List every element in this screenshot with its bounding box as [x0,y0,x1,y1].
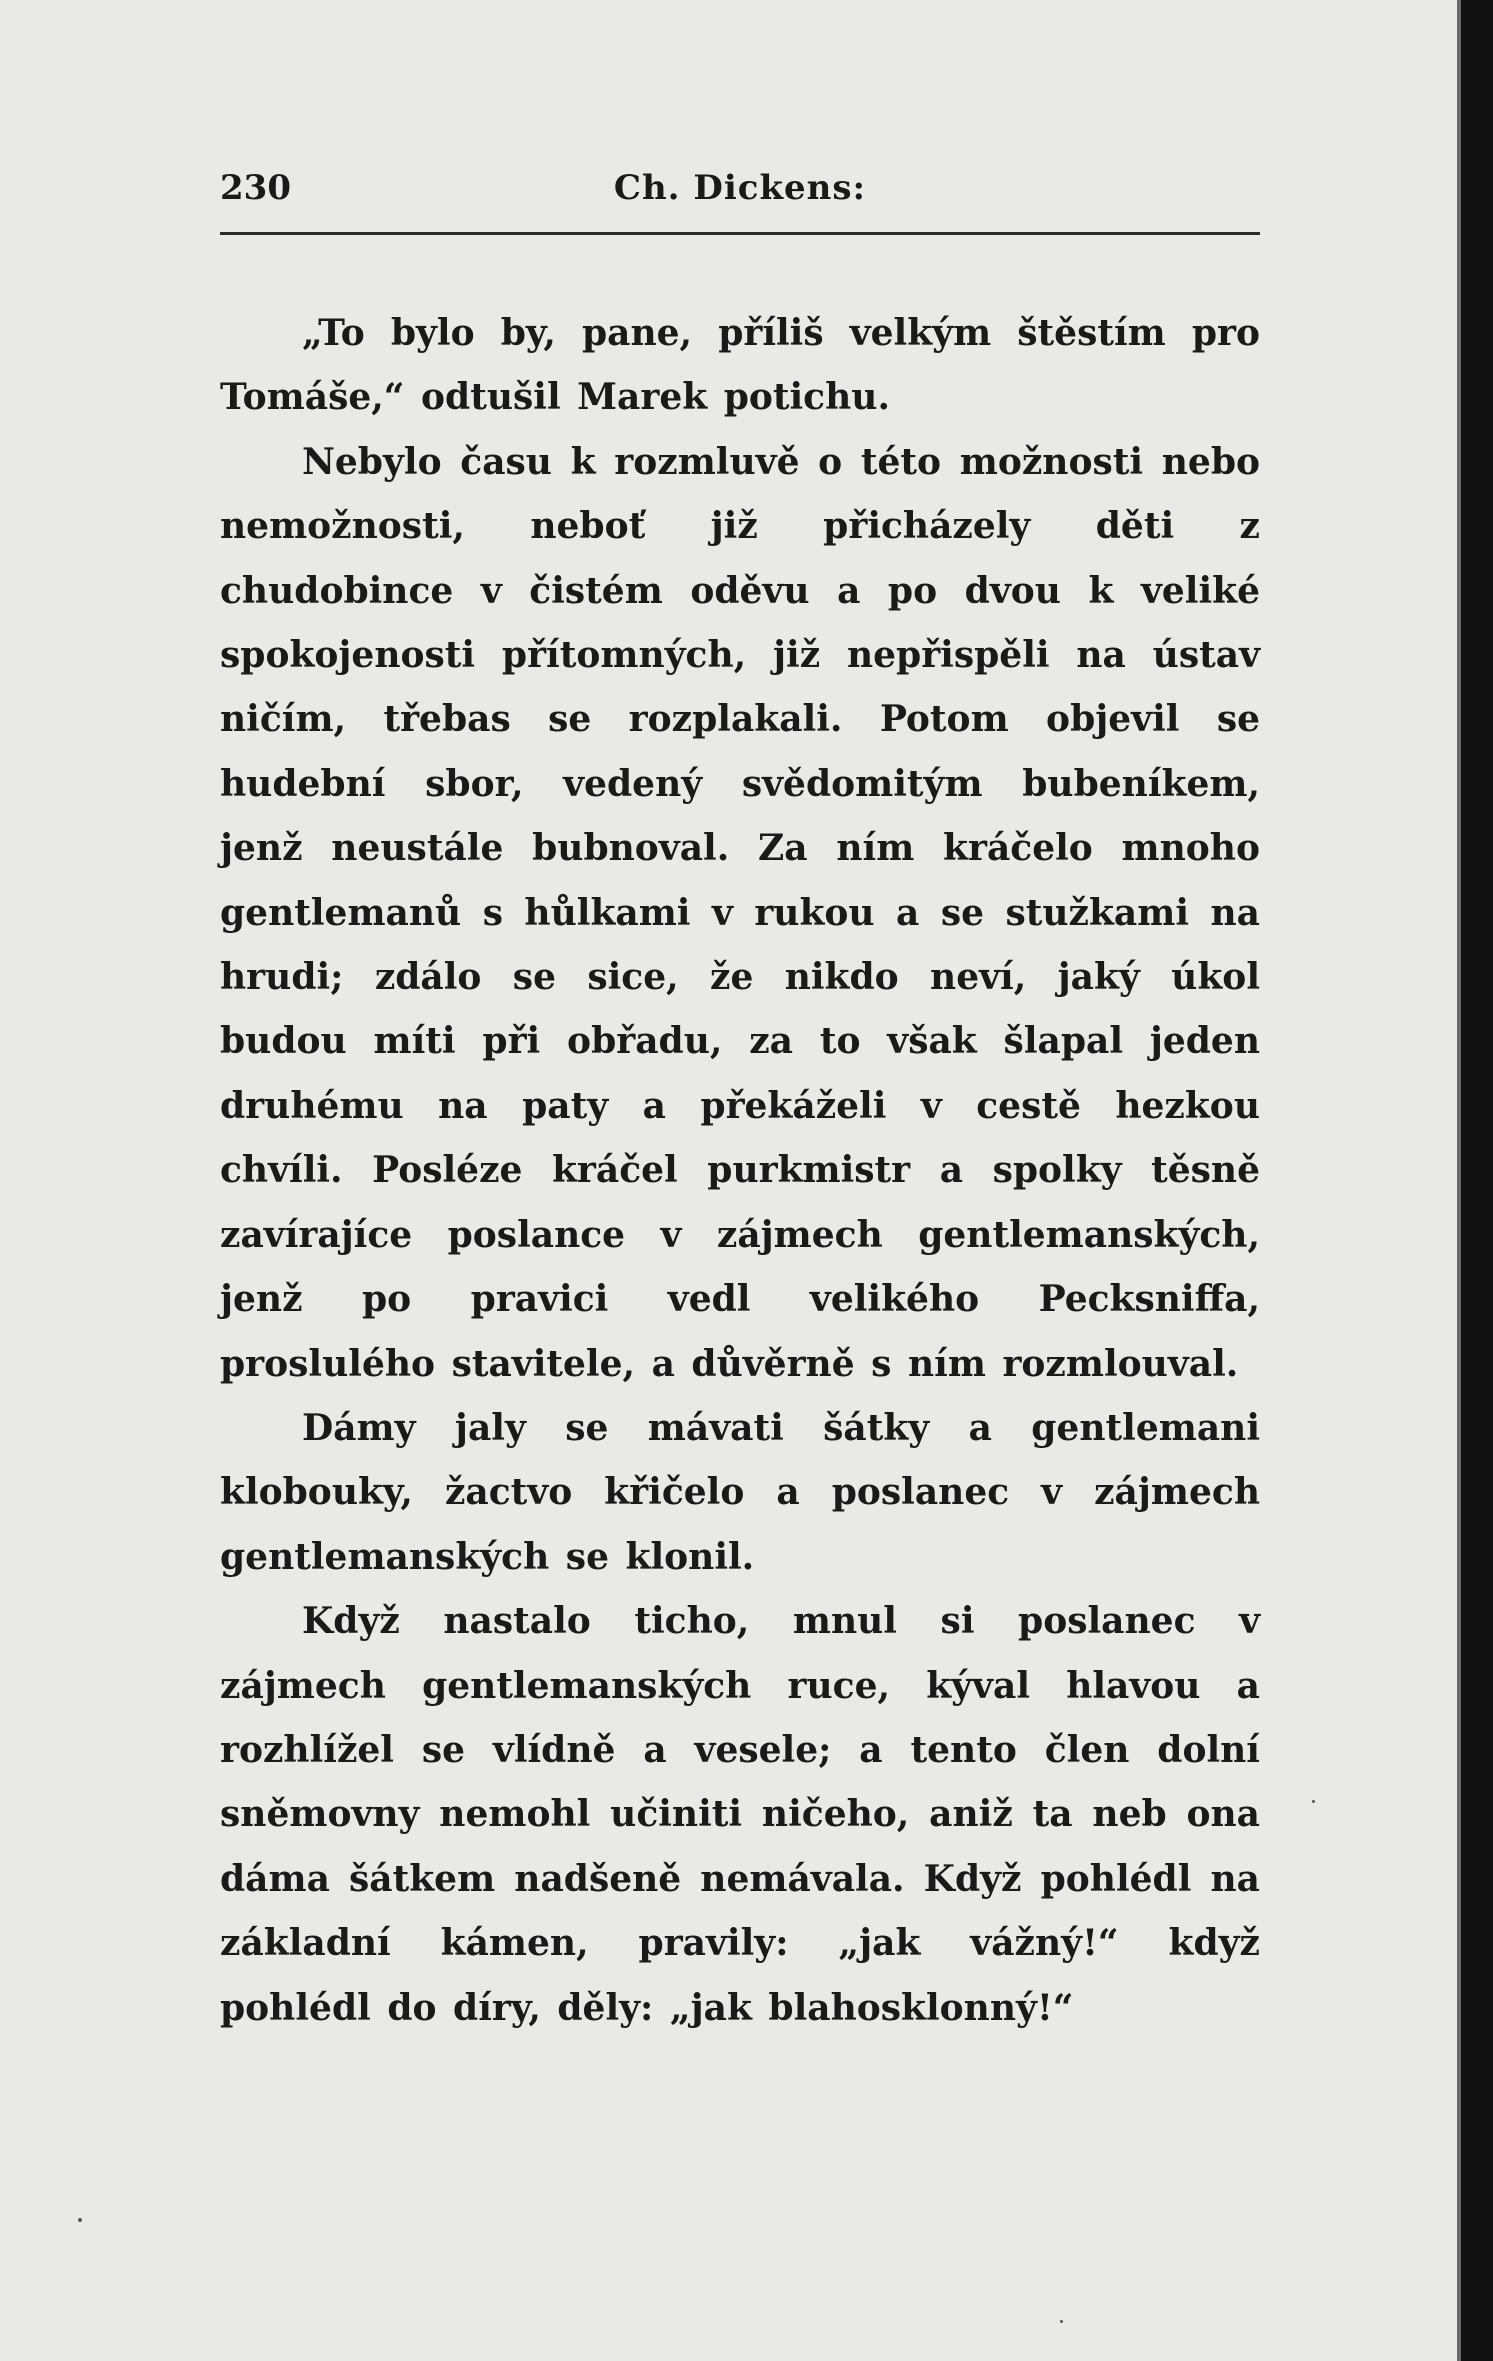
scan-border [1461,0,1493,2361]
paragraph: Nebylo času k rozmluvě o této možnosti nebo nemožnosti, neboť již přicházely děti z chudobince v čistém oděvu a po dvou k veliké spokojenosti přítomných, již nepřispěli na ústav ničím, třebas se rozplakali. Potom objevil se hudební sbor, vedený svědomitým bubeníkem, jenž neustále bubnoval. Za ním kráčelo mnoho gentlemanů s hůlkami v rukou a se stužkami na hrudi; zdálo se sice, že nikdo neví, jaký úkol budou míti při obřadu, za to však šlapal jeden druhému na paty a překáželi v cestě hezkou chvíli. Posléze kráčel purkmistr a spolky těsně zavírajíce poslance v zájmech gentlemanských, jenž po pravici vedl velikého Pecksniffa, proslulého stavitele, a důvěrně s ním rozmlouval. [220,440,1260,1385]
page-header [220,168,1260,228]
book-page [220,168,1260,2040]
paragraph: Dámy jaly se mávati šátky a gentlemani klobouky, žactvo křičelo a poslanec v zájmech gentlemanských se klonil. [220,1406,1260,1578]
paragraph: „To bylo by, pane, příliš velkým štěstím pro Tomáše,“ odtušil Marek potichu. [220,312,1260,419]
header-rule [220,232,1260,235]
page-number: 230 [220,168,291,208]
paragraph: Když nastalo ticho, mnul si poslanec v zájmech gentlemanských ruce, kýval hlavou a rozhlížel se vlídně a vesele; a tento člen dolní sněmovny nemohl učiniti ničeho, aniž ta neb ona dáma šátkem nadšeně nemávala. Když pohlédl na základní kámen, pravily: „jak vážný!“ když pohlédl do díry, děly: „jak blahosklonný!“ [220,1600,1260,2029]
running-head: Ch. Dickens: [613,168,867,208]
speck [78,2218,82,2222]
speck [1312,1800,1315,1803]
body-text [220,301,1260,2040]
speck [1060,2320,1063,2323]
